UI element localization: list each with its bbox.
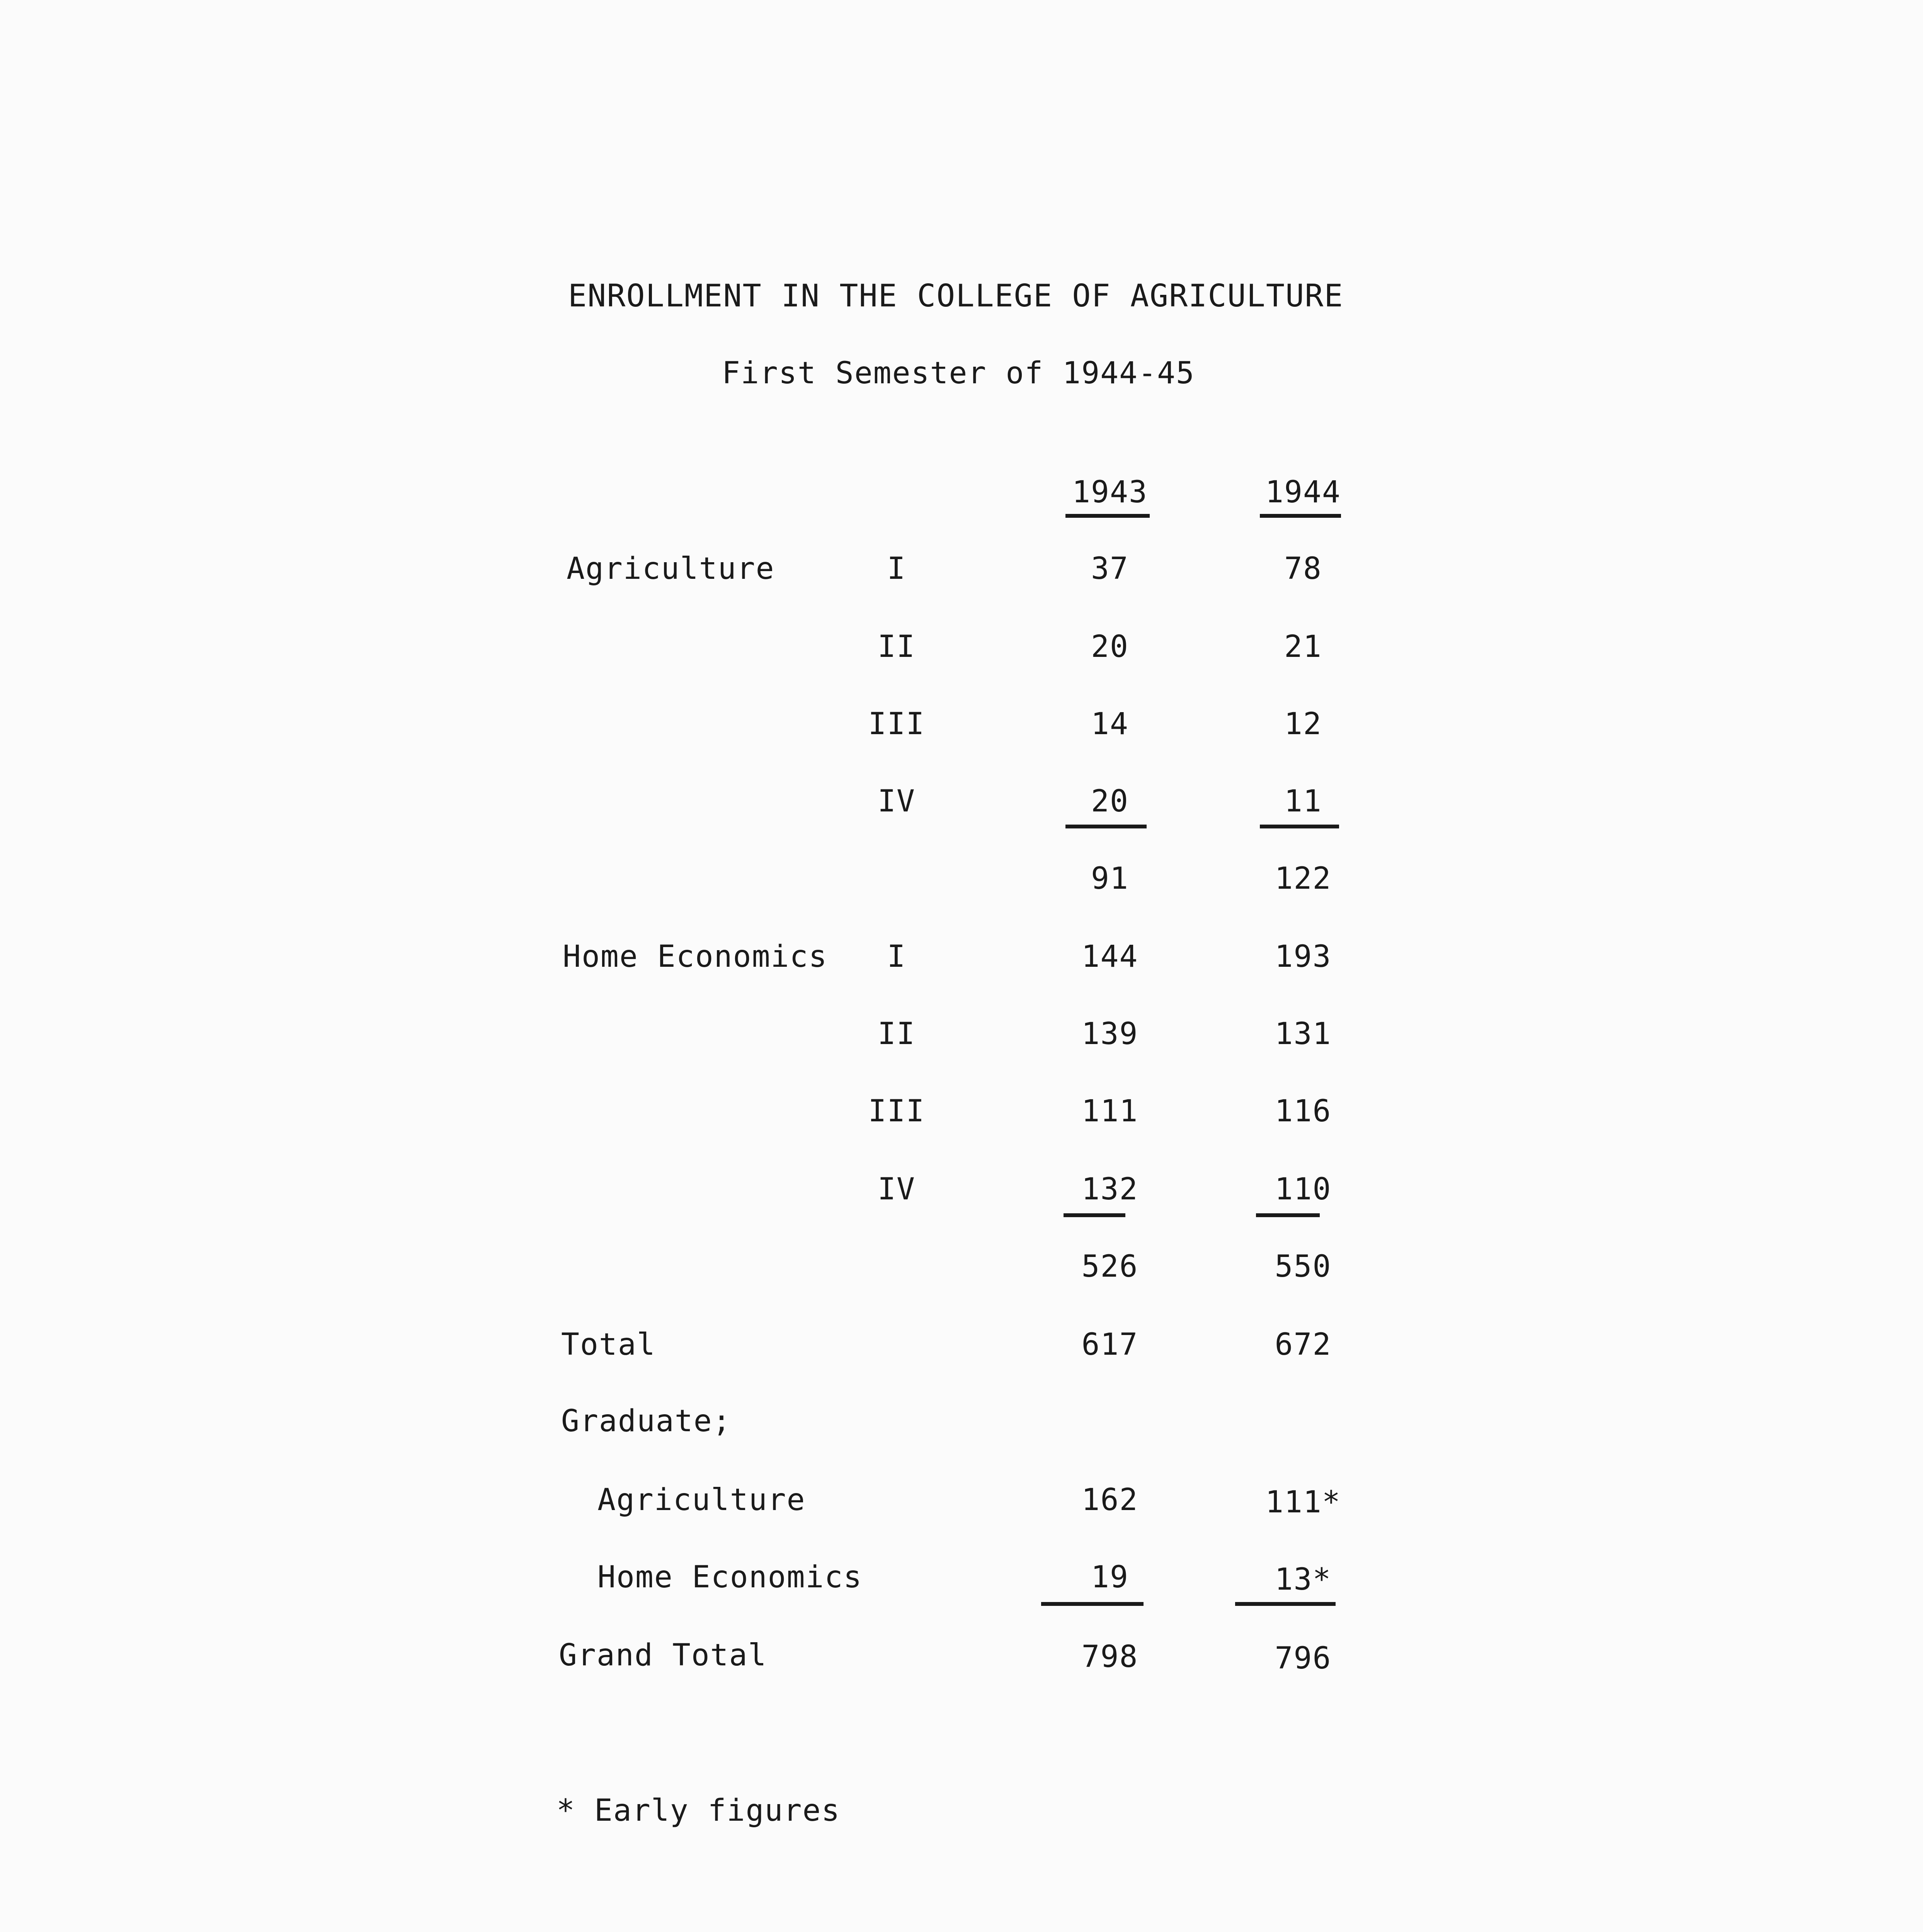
agriculture-1943-value: 14 bbox=[1091, 707, 1129, 742]
column-header-1943: 1943 bbox=[1072, 475, 1148, 510]
grand-total-rule bbox=[1041, 1602, 1144, 1606]
graduate-agriculture-1944: 111* bbox=[1265, 1485, 1341, 1520]
agriculture-level: IV bbox=[878, 784, 916, 819]
agriculture-level: I bbox=[887, 551, 906, 586]
home-economics-1943-value: 139 bbox=[1081, 1017, 1138, 1051]
grand-total-label: Grand Total bbox=[559, 1638, 767, 1673]
home-economics-1943-value: 144 bbox=[1081, 939, 1138, 974]
agriculture-1944-value: 12 bbox=[1284, 707, 1322, 742]
subtotal-rule bbox=[1256, 1213, 1320, 1217]
graduate-home-economics-1943: 19 bbox=[1091, 1560, 1129, 1595]
agriculture-1943-value: 20 bbox=[1091, 629, 1129, 664]
agriculture-level: II bbox=[878, 629, 916, 664]
agriculture-1943-value: 20 bbox=[1091, 784, 1129, 819]
home-economics-level: IV bbox=[878, 1172, 916, 1207]
graduate-label: Graduate; bbox=[561, 1404, 732, 1439]
home-economics-level: III bbox=[868, 1094, 925, 1129]
agriculture-subtotal-1944: 122 bbox=[1275, 861, 1332, 896]
total-1943: 617 bbox=[1081, 1327, 1138, 1362]
home-economics-1943-value: 132 bbox=[1081, 1172, 1138, 1207]
total-1944: 672 bbox=[1275, 1327, 1332, 1362]
home-economics-1944-value: 131 bbox=[1275, 1017, 1332, 1051]
graduate-home-economics-1944: 13* bbox=[1275, 1562, 1332, 1597]
agriculture-level: III bbox=[868, 707, 925, 742]
column-header-1944: 1944 bbox=[1265, 475, 1341, 510]
agriculture-1944-value: 11 bbox=[1284, 784, 1322, 819]
home-economics-level: II bbox=[878, 1017, 916, 1051]
home-economics-1943-value: 111 bbox=[1081, 1094, 1138, 1129]
header-underline-1944 bbox=[1260, 514, 1341, 518]
section-label-agriculture: Agriculture bbox=[567, 551, 775, 586]
home-economics-1944-value: 193 bbox=[1275, 939, 1332, 974]
footnote: * Early figures bbox=[556, 1793, 841, 1828]
home-economics-level: I bbox=[887, 939, 906, 974]
agriculture-1944-value: 78 bbox=[1284, 551, 1322, 586]
subtotal-rule bbox=[1260, 825, 1339, 828]
subtotal-rule bbox=[1065, 825, 1147, 828]
home-economics-subtotal-1943: 526 bbox=[1081, 1249, 1138, 1284]
graduate-agriculture-label: Agriculture bbox=[597, 1483, 806, 1517]
document-title: ENROLLMENT IN THE COLLEGE OF AGRICULTURE bbox=[568, 278, 1344, 314]
agriculture-subtotal-1943: 91 bbox=[1091, 861, 1129, 896]
grand-total-rule bbox=[1235, 1602, 1336, 1606]
graduate-home-economics-label: Home Economics bbox=[597, 1560, 863, 1595]
home-economics-subtotal-1944: 550 bbox=[1275, 1249, 1332, 1284]
home-economics-1944-value: 110 bbox=[1275, 1172, 1332, 1207]
grand-total-1943: 798 bbox=[1081, 1639, 1138, 1674]
home-economics-1944-value: 116 bbox=[1275, 1094, 1332, 1129]
agriculture-1943-value: 37 bbox=[1091, 551, 1129, 586]
graduate-agriculture-1943: 162 bbox=[1081, 1483, 1138, 1517]
subtotal-rule bbox=[1064, 1213, 1125, 1217]
header-underline-1943 bbox=[1065, 514, 1150, 518]
agriculture-1944-value: 21 bbox=[1284, 629, 1322, 664]
document-subtitle: First Semester of 1944-45 bbox=[722, 356, 1195, 391]
total-label: Total bbox=[561, 1327, 656, 1362]
section-label-home-economics: Home Economics bbox=[563, 939, 828, 974]
grand-total-1944: 796 bbox=[1275, 1641, 1332, 1676]
